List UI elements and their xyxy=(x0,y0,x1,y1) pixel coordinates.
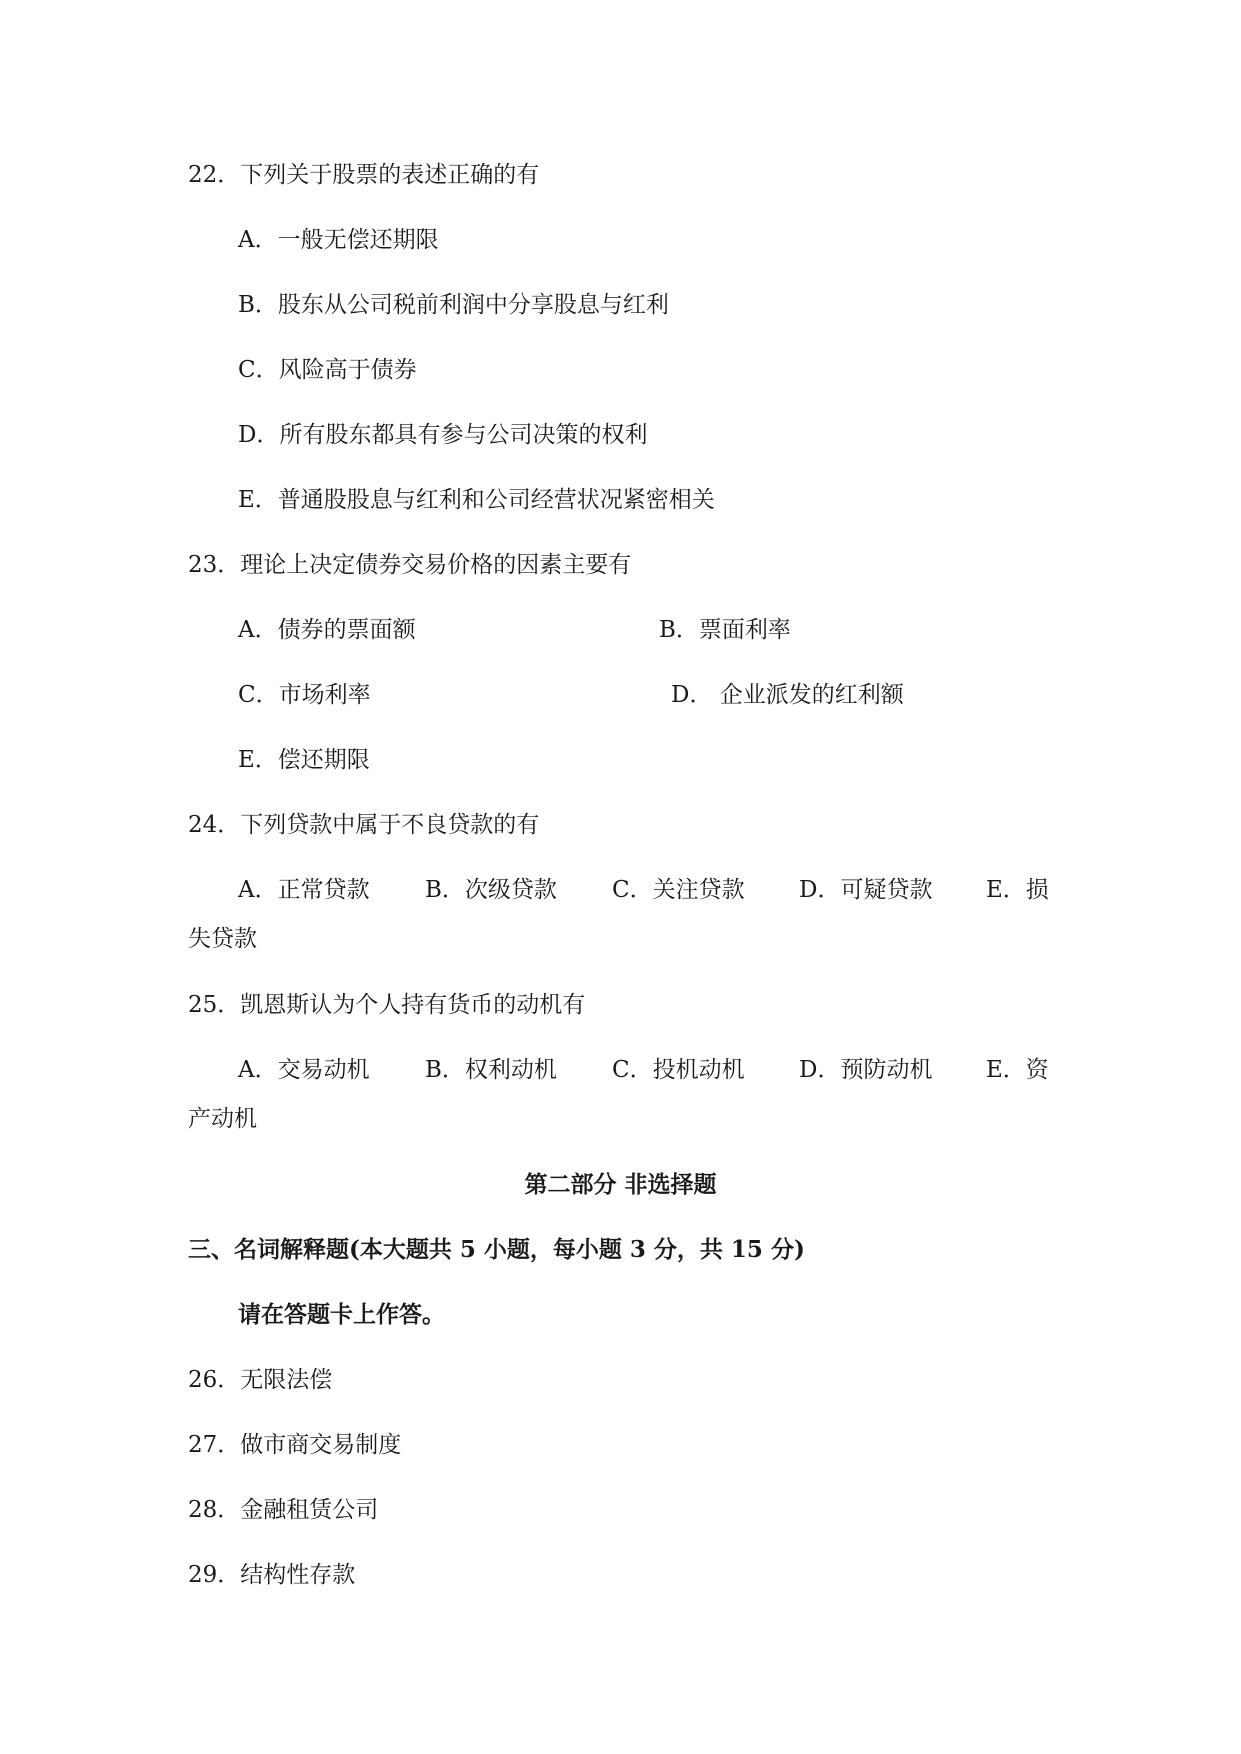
q28-term: 28．金融租赁公司 xyxy=(188,1497,379,1523)
q23-option-b: B．票面利率 xyxy=(659,617,791,643)
q24-option-a: A．正常贷款 xyxy=(238,877,370,903)
q23-option-d: D． 企业派发的红利额 xyxy=(671,682,904,708)
q23-stem: 23．理论上决定债券交易价格的因素主要有 xyxy=(188,552,632,578)
q24-option-b: B．次级贷款 xyxy=(425,877,557,903)
q22-option-e: E．普通股股息与红利和公司经营状况紧密相关 xyxy=(238,487,715,513)
q24-option-e-continuation: 失贷款 xyxy=(188,926,257,952)
section3-instruction: 请在答题卡上作答。 xyxy=(238,1301,445,1328)
q27-term: 27．做市商交易制度 xyxy=(188,1432,402,1458)
q24-stem: 24．下列贷款中属于不良贷款的有 xyxy=(188,812,540,838)
section3-heading: 三、名词解释题(本大题共 5 小题，每小题 3 分，共 15 分) xyxy=(188,1236,805,1263)
q23-option-c: C．市场利率 xyxy=(238,682,371,708)
q22-stem: 22．下列关于股票的表述正确的有 xyxy=(188,162,540,188)
q22-option-a: A．一般无偿还期限 xyxy=(238,227,439,253)
q25-option-d: D．预防动机 xyxy=(799,1057,933,1083)
q24-option-c: C．关注贷款 xyxy=(612,877,745,903)
q22-option-b: B．股东从公司税前利润中分享股息与红利 xyxy=(238,292,669,318)
q25-option-b: B．权利动机 xyxy=(425,1057,557,1083)
q23-option-a: A．债券的票面额 xyxy=(238,617,416,643)
q23-option-e: E．偿还期限 xyxy=(238,747,370,773)
q29-term: 29．结构性存款 xyxy=(188,1562,356,1588)
q22-option-c: C．风险高于债券 xyxy=(238,357,417,383)
q25-option-c: C．投机动机 xyxy=(612,1057,745,1083)
q25-option-e: E．资 xyxy=(986,1057,1049,1083)
q25-option-a: A．交易动机 xyxy=(238,1057,370,1083)
q25-stem: 25．凯恩斯认为个人持有货币的动机有 xyxy=(188,992,586,1018)
q26-term: 26．无限法偿 xyxy=(188,1367,333,1393)
part2-title: 第二部分 非选择题 xyxy=(524,1171,717,1198)
q25-option-e-continuation: 产动机 xyxy=(188,1106,257,1132)
q24-option-e: E．损 xyxy=(986,877,1049,903)
q24-option-d: D．可疑贷款 xyxy=(799,877,933,903)
q22-option-d: D．所有股东都具有参与公司决策的权利 xyxy=(238,422,648,448)
